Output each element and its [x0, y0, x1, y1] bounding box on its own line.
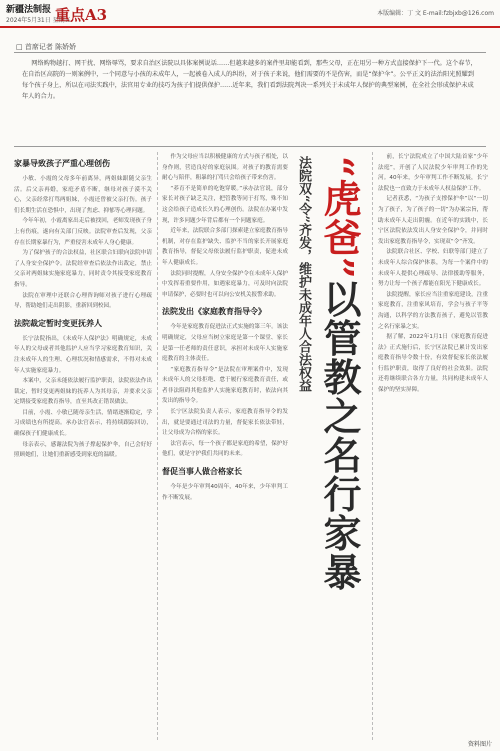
page-header: [0, 0, 500, 28]
subhead-guidance-order: 法院发出《家庭教育指导令》: [162, 307, 266, 317]
paragraph: 记者获悉，“为孩子支撑保护伞”以“一切为了孩子，为了孩子的一切”为办案宗旨，帮助未成年人走出阴霾。在近年的实践中，长宁区法院依法发出人身安全保护令，并同时发出家庭教育指导令，实现双“令”齐发。: [378, 196, 488, 245]
lead-top-rule: [14, 52, 486, 53]
column-divider: [372, 152, 373, 740]
paragraph: 今年年初，小霞离家出走后被找回，老师发现孩子身上有伤痕，遂向有关部门反映。法院审查后发现，父亲存在长期家暴行为，严重侵害未成年人身心健康。: [14, 218, 152, 246]
paragraph: 母亲表示，感谢法院为孩子撑起保护伞，自己会好好照顾她们，让她们重新感受到家庭的温暖。: [14, 441, 152, 459]
article-column-3: [378, 152, 488, 736]
lead-bottom-rule: [14, 146, 486, 147]
paragraph: 小敏、小霞的父母多年前离异，两姐妹跟随父亲生活。后父亲再婚，家庭矛盾不断，继母对孩子漠不关心，父亲经常打骂两姐妹，小霞还曾被父亲打伤。孩子们长期生活在恐惧中，出现了焦虑、抑郁等心理问题。: [14, 176, 152, 214]
editor-meta: 本版编辑：丁 文 E-mail:fzbjxb@126.com: [377, 10, 494, 17]
paragraph: 作为父母应当以积极健康的方式与孩子相处，以身作则，营造良好的家庭氛围。对孩子的教育需要耐心与陪伴，粗暴的打骂只会给孩子带来伤害。: [162, 154, 288, 182]
paragraph: 前，长宁法院成立了中国大陆首家“少年法庭”，开创了人民法院少年审判工作的先河。40年来，少年审判工作不断发展，长宁法院也一直致力于未成年人权益保护工作。: [378, 154, 488, 192]
paragraph: 今年是少年审判40周年，40年来，少年审判工作不断发展。: [162, 484, 288, 501]
article-column-1: [14, 152, 152, 742]
photo-credit: 资料图片: [467, 741, 492, 748]
paragraph: 法院同时提醒，人身安全保护令在未成年人保护中发挥着重要作用，如遇家庭暴力，可及时向法院申请保护，必要时也可以向公安机关报警求助。: [162, 270, 288, 298]
issue-date: 2024年5月31日 星期五: [6, 17, 71, 24]
paragraph: 长宁区法院负责人表示，家庭教育指导令的发出，就是要通过司法的力量，督促家长依法带娃，让父母成为合格的家长。: [162, 409, 288, 437]
paragraph: 法院在审理中还联合心理咨询师对孩子进行心理疏导，帮助她们走出阴影，重新回到校园。: [14, 292, 152, 310]
paragraph: “养育不是简单的吃饱穿暖。”承办法官说，部分家长对孩子缺乏关注，把管教等同于打骂，殊不知这会给孩子造成长久的心理创伤。法院在办案中发现，许多问题少年背后都有一个问题家庭。: [162, 185, 288, 224]
paragraph: 长宁法院指出，《未成年人保护法》明确规定，未成年人的父母或者其他监护人应当学习家庭教育知识，关注未成年人的生理、心理状况和情感需求，不得对未成年人实施家庭暴力。: [14, 335, 152, 374]
subhead-change-guardian: 法院裁定暂时变更抚养人: [14, 318, 102, 328]
article-column-2: [162, 152, 288, 742]
vertical-headline: [292, 156, 364, 716]
paragraph: 为了保护孩子的合法权益，社区联合妇联向法院申请了人身安全保护令。法院经审查后依法作出裁定，禁止父亲对两姐妹实施家庭暴力，同时责令其接受家庭教育指导。: [14, 250, 152, 288]
headline-subtitle: 法院双“令”齐发，维护未成年人合法权益: [296, 156, 311, 392]
paragraph: 法院联合社区、学校、妇联等部门建立了未成年人综合保护体系，为每一个案件中的未成年人提供心理疏导、法律援助等服务，努力让每一个孩子都能在阳光下健康成长。: [378, 249, 488, 288]
section-title: 重点A3: [55, 6, 108, 24]
headline-title-highlight: “虎爸”: [317, 156, 362, 280]
paragraph: “家庭教育指导令”是法院在审理案件中，发现未成年人的父母拒绝、怠于履行家庭教育责任，或者非法阻碍其他监护人实施家庭教育时，依法向其发出的指导令。: [162, 366, 288, 405]
byline: □ 首席记者 陈娇娇: [16, 43, 77, 51]
paragraph: 今年是家庭教育促进法正式实施的第三年。该法明确规定，父母应当树立家庭是第一个课堂、家长是第一任老师的责任意识，承担对未成年人实施家庭教育的主体责任。: [162, 324, 288, 363]
paragraph: 据了解，2022年1月1日《家庭教育促进法》正式施行后，长宁区法院已累计发出家庭教育指导令数十份，有效督促家长依法履行监护职责，取得了良好的社会效果。法院还将继续联合各方力量，共同构建未成年人保护的坚实屏障。: [378, 334, 488, 394]
subhead-domestic-violence: 家暴导致孩子严重心理创伤: [14, 159, 110, 168]
lead-paragraph: 网络购物越打、网干扰、网络辱骂，要求自治区法院以具体案例说话……但越来越多的案件里却能看到，那些父母，正在用另一种方式直接保护下一代。这个春节，在自治区高院的一则案例中，一个同意与小孩的未成年人，一起被卷入成人的纠纷，对于孩子来说，他们需要的不是伤害，而是“保护伞”。公平正义的法治阳光照耀到每个孩子身上，所以在司法实践中，法官用专业的技巧为孩子们提供保护……近年来，我们看到法院判决一系列关于未成年人保护的典型案例，在全社会形成保护未成年人的合力。: [22, 60, 477, 100]
column-divider: [157, 152, 158, 740]
paragraph: 法官表示，每一个孩子都是家庭的希望，保护好他们，就是守护我们共同的未来。: [162, 440, 288, 458]
headline-title: [316, 156, 362, 592]
paragraph: 本案中，父亲未能依法履行监护职责，法院依法作出裁定，暂时变更两姐妹的抚养人为其母亲，并要求父亲定期接受家庭教育指导，直至其改正错误做法。: [14, 378, 152, 406]
headline-title-rest: 以管教之名行家暴: [317, 279, 362, 592]
paper-name: 新疆法制报: [6, 5, 52, 15]
paragraph: 目前，小霞、小敏已随母亲生活，情绪逐渐稳定，学习成绩也有所提高。承办法官表示，将持续跟踪回访，确保孩子们健康成长。: [14, 409, 152, 438]
paragraph: 近年来，法院联合多部门探索建立家庭教育指导机制，对存在监护缺失、监护不当的家长开展家庭教育指导，督促父母依法履行监护职责，促进未成年人健康成长。: [162, 228, 288, 266]
paragraph: 法院提醒，家长应当注重家庭建设，注重家庭教育，注重家风培育，学会与孩子平等沟通，以科学的方法教育孩子，避免以管教之名行家暴之实。: [378, 291, 488, 330]
subhead-qualified-parents: 督促当事人做合格家长: [162, 467, 242, 477]
